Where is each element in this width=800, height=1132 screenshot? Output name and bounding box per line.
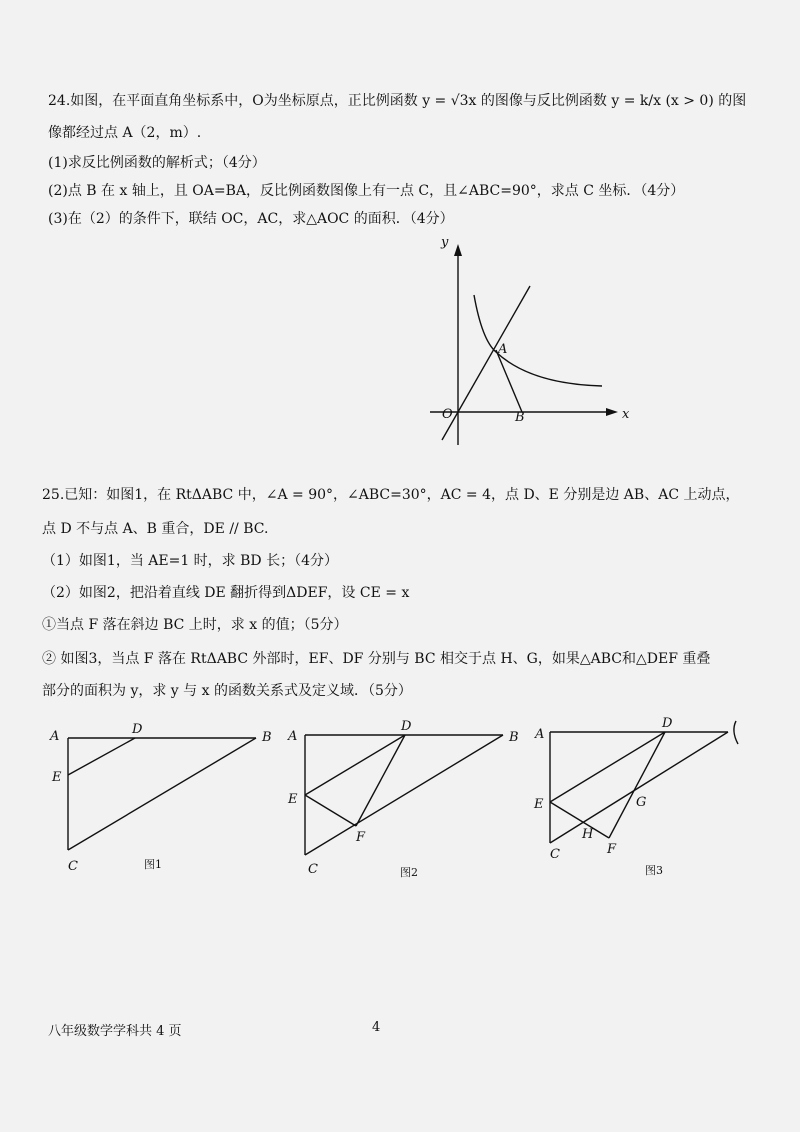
footer-page: 4 [372,1020,381,1035]
fig1-d: D [132,722,143,737]
label-a: A [498,342,508,357]
fig3-e: E [534,797,544,812]
q25-sub2b: 部分的面积为 y，求 y 与 x 的函数关系式及定义域．（5分） [42,683,412,699]
q24-line1: 24.如图，在平面直角坐标系中，O为坐标原点，正比例函数 y = √3x 的图像与反比例函数 y = k/x (x > 0) 的图 [48,93,747,109]
fig2-e: E [288,792,298,807]
fig1-caption: 图1 [144,858,162,871]
q25-sub1: ①当点 F 落在斜边 BC 上时，求 x 的值；（5分） [42,617,348,633]
q25-part2: （2）如图2，把沿着直线 DE 翻折得到ΔDEF，设 CE = x [42,585,410,601]
fig2-caption: 图2 [400,866,418,879]
fig1-a: A [50,729,60,744]
label-y: y [441,235,449,250]
footer-left: 八年级数学学科共 4 页 [48,1024,182,1039]
fig2-d: D [401,719,412,734]
figure-2 [287,719,519,879]
fig3-d: D [662,716,673,731]
fig1-e: E [52,770,62,785]
fig2-f: F [356,830,366,845]
figure-1 [49,722,272,874]
fig1-c: C [68,859,78,874]
fig3-c: C [550,847,560,862]
figure-3 [533,716,738,877]
label-b: B [515,410,525,425]
fig2-b: B [509,730,519,745]
q24-part1: (1)求反比例函数的解析式；（4分） [48,155,266,171]
q25-part1: （1）如图1，当 AE=1 时，求 BD 长；（4分） [42,553,339,569]
q24-line2: 像都经过点 A（2，m）. [48,125,202,141]
fig3-a: A [535,727,545,742]
q25-sub2a: ② 如图3，当点 F 落在 RtΔABC 外部时，EF、DF 分别与 BC 相交于点 H、G，如果△ABC和△DEF 重叠 [42,651,711,667]
fig3-f: F [607,842,617,857]
fig3-g: G [636,795,647,810]
fig2-a: A [288,729,298,744]
fig1-b: B [262,730,272,745]
fig3-h: H [582,827,594,842]
label-o: O [442,407,453,422]
q25-line1: 25.已知：如图1，在 RtΔABC 中，∠A = 90°，∠ABC=30°，AC = 4，点 D、E 分别是边 AB、AC 上动点， [42,487,740,503]
q24-part2: (2)点 B 在 x 轴上，且 OA=BA，反比例函数图像上有一点 C，且∠ABC=90°，求点 C 坐标．（4分） [48,183,685,199]
label-x: x [622,407,630,422]
fig2-c: C [308,862,318,877]
fig3-caption: 图3 [645,864,663,877]
q24-part3: (3)在（2）的条件下，联结 OC，AC，求△AOC 的面积．（4分） [48,211,454,227]
q25-line2: 点 D 不与点 A、B 重合，DE // BC. [42,521,269,537]
